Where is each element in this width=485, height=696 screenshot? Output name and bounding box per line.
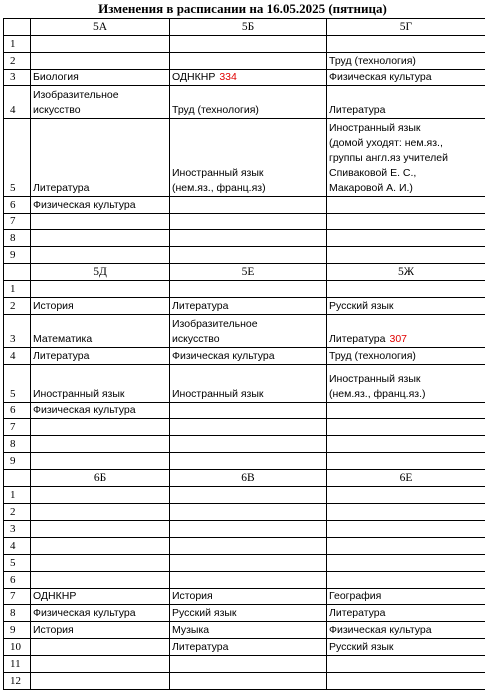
subject-text: История [33,624,74,636]
lesson-row [4,555,485,572]
lesson-row [4,403,485,419]
lesson-number: 2 [4,504,31,521]
lesson-cell [170,403,327,419]
lesson-cell [327,639,485,656]
lesson-row [4,197,485,214]
lesson-cell [31,348,170,365]
lesson-row [4,622,485,639]
lesson-row [4,504,485,521]
lesson-cell [327,214,485,230]
lesson-cell [327,436,485,453]
lesson-number: 6 [4,403,31,419]
lesson-cell [31,605,170,622]
lesson-row [4,86,485,119]
lesson-number: 5 [4,365,31,403]
subject-text: Физическая культура [172,350,275,362]
lesson-number: 7 [4,214,31,230]
lesson-number: 11 [4,656,31,673]
lesson-cell [170,119,327,197]
lesson-cell [31,589,170,605]
subject-text: Физическая культура [33,404,136,416]
lesson-number: 5 [4,119,31,197]
lesson-cell [170,521,327,538]
lesson-row [4,36,485,53]
subject-text: Литература [329,104,386,116]
lesson-cell [327,656,485,673]
lesson-cell [327,589,485,605]
header-corner-cell [4,264,31,281]
subject-text: Русский язык [172,607,237,619]
lesson-row [4,281,485,298]
lesson-cell [170,230,327,247]
lesson-number: 3 [4,70,31,86]
lesson-cell [170,365,327,403]
lesson-cell [170,281,327,298]
subject-text: Труд (технология) [329,350,416,362]
class-header-row [4,19,485,36]
lesson-cell [31,230,170,247]
lesson-number: 4 [4,538,31,555]
lesson-cell [327,53,485,70]
lesson-cell [170,348,327,365]
lesson-number: 8 [4,436,31,453]
lesson-cell [170,70,327,86]
lesson-cell [31,315,170,348]
lesson-cell [31,86,170,119]
class-name-header: 6Е [327,470,485,487]
header-corner-cell [4,19,31,36]
class-name-header: 5Ж [327,264,485,281]
lesson-number: 7 [4,419,31,436]
subject-text: Музыка [172,624,210,636]
lesson-number: 12 [4,673,31,690]
lesson-number: 8 [4,230,31,247]
subject-text: Труд (технология) [329,55,416,67]
lesson-cell [31,521,170,538]
lesson-row [4,521,485,538]
lesson-cell [170,436,327,453]
subject-text: Литература [33,350,90,362]
subject-text: ОДНКНР [33,590,77,602]
lesson-cell [327,348,485,365]
lesson-cell [327,70,485,86]
lesson-cell [31,673,170,690]
lesson-cell [31,403,170,419]
lesson-number: 4 [4,348,31,365]
subject-text: История [172,590,213,602]
lesson-number: 6 [4,197,31,214]
subject-text: Иностранный язык [172,388,264,400]
subject-text: Физическая культура [33,607,136,619]
subject-text: Литература [33,182,90,194]
lesson-cell [170,53,327,70]
lesson-number: 3 [4,315,31,348]
lesson-cell [327,605,485,622]
subject-text: Иностранный язык [33,388,125,400]
lesson-cell [170,419,327,436]
lesson-row [4,315,485,348]
lesson-number: 8 [4,605,31,622]
lesson-cell [31,639,170,656]
lesson-row [4,247,485,264]
lesson-cell [170,605,327,622]
lesson-cell [31,281,170,298]
lesson-cell [170,504,327,521]
lesson-row [4,605,485,622]
lesson-cell [170,315,327,348]
subject-text: Биология [33,71,79,83]
lesson-cell [31,656,170,673]
subject-text: Русский язык [329,300,394,312]
lesson-number: 9 [4,622,31,639]
subject-text: Литература [172,300,229,312]
lesson-number: 2 [4,298,31,315]
class-name-header: 5Е [170,264,327,281]
lesson-cell [327,281,485,298]
page-title: Изменения в расписании на 16.05.2025 (пятница) [98,1,387,16]
lesson-cell [31,298,170,315]
lesson-row [4,70,485,86]
subject-text: История [33,300,74,312]
lesson-row [4,589,485,605]
lesson-cell [327,197,485,214]
lesson-number: 9 [4,247,31,264]
lesson-cell [327,403,485,419]
lesson-number: 1 [4,487,31,504]
lesson-cell [327,119,485,197]
lesson-number: 9 [4,453,31,470]
subject-text: Иностранный язык (нем.яз., франц.яз.) [329,373,426,400]
header-corner-cell [4,470,31,487]
lesson-cell [31,53,170,70]
lesson-cell [31,247,170,264]
lesson-cell [170,589,327,605]
lesson-number: 1 [4,36,31,53]
lesson-row [4,214,485,230]
lesson-cell [31,365,170,403]
class-header-row [4,470,485,487]
subject-text: Литература [329,607,386,619]
lesson-cell [327,86,485,119]
lesson-cell [31,487,170,504]
lesson-cell [31,419,170,436]
lesson-number: 10 [4,639,31,656]
lesson-cell [31,453,170,470]
class-name-header: 5Г [327,19,485,36]
lesson-cell [170,656,327,673]
lesson-row [4,487,485,504]
lesson-cell [31,538,170,555]
lesson-cell [327,555,485,572]
lesson-cell [327,453,485,470]
lesson-cell [327,298,485,315]
lesson-number: 5 [4,555,31,572]
lesson-cell [170,555,327,572]
lesson-cell [31,197,170,214]
lesson-number: 2 [4,53,31,70]
lesson-cell [31,436,170,453]
lesson-number: 1 [4,281,31,298]
lesson-cell [170,538,327,555]
lesson-cell [170,572,327,589]
subject-text: География [329,590,382,602]
class-name-header: 5Д [31,264,170,281]
subject-text: Иностранный язык (нем.яз., франц.яз) [172,167,266,194]
lesson-cell [31,119,170,197]
lesson-row [4,298,485,315]
lesson-row [4,538,485,555]
lesson-cell [31,36,170,53]
lesson-row [4,230,485,247]
lesson-cell [31,622,170,639]
lesson-cell [327,247,485,264]
lesson-number: 7 [4,589,31,605]
subject-text: Русский язык [329,641,394,653]
lesson-cell [170,36,327,53]
lesson-row [4,53,485,70]
lesson-row [4,639,485,656]
lesson-cell [327,315,485,348]
lesson-row [4,673,485,690]
lesson-cell [327,572,485,589]
subject-text: Литература [172,641,229,653]
schedule-table [3,18,485,690]
lesson-cell [170,214,327,230]
lesson-row [4,572,485,589]
lesson-cell [170,453,327,470]
lesson-row [4,419,485,436]
lesson-cell [170,298,327,315]
subject-text: ОДНКНР [172,71,216,83]
subject-text: Математика [33,333,93,345]
lesson-cell [327,365,485,403]
lesson-cell [170,197,327,214]
subject-text: Физическая культура [329,71,432,83]
lesson-cell [170,673,327,690]
subject-text: Изобразительное искусство [33,89,119,116]
subject-text: Труд (технология) [172,104,259,116]
lesson-number: 6 [4,572,31,589]
lesson-cell [31,504,170,521]
class-name-header: 5А [31,19,170,36]
lesson-row [4,436,485,453]
lesson-row [4,365,485,403]
lesson-cell [327,673,485,690]
lesson-cell [31,214,170,230]
lesson-row [4,656,485,673]
lesson-row [4,348,485,365]
class-name-header: 6В [170,470,327,487]
lesson-cell [31,70,170,86]
lesson-cell [31,572,170,589]
lesson-cell [327,538,485,555]
lesson-cell [327,419,485,436]
room-number: 307 [389,333,408,345]
room-number: 334 [219,71,237,83]
lesson-cell [31,555,170,572]
lesson-cell [170,86,327,119]
lesson-cell [327,504,485,521]
class-name-header: 5Б [170,19,327,36]
class-name-header: 6Б [31,470,170,487]
lesson-cell [327,487,485,504]
lesson-cell [170,622,327,639]
subject-text: Иностранный язык (домой уходят: нем.яз., группы англ.яз учителей Спиваковой Е. С., Макаровой А. И.) [329,122,448,194]
lesson-row [4,119,485,197]
lesson-cell [327,622,485,639]
lesson-cell [327,36,485,53]
lesson-cell [327,521,485,538]
class-header-row [4,264,485,281]
lesson-number: 3 [4,521,31,538]
subject-text: Физическая культура [33,199,136,211]
subject-text: Изобразительное искусство [172,318,258,345]
lesson-cell [170,639,327,656]
lesson-number: 4 [4,86,31,119]
lesson-cell [327,230,485,247]
lesson-cell [170,247,327,264]
lesson-cell [170,487,327,504]
lesson-row [4,453,485,470]
subject-text: Физическая культура [329,624,432,636]
subject-text: Литература [329,333,386,345]
